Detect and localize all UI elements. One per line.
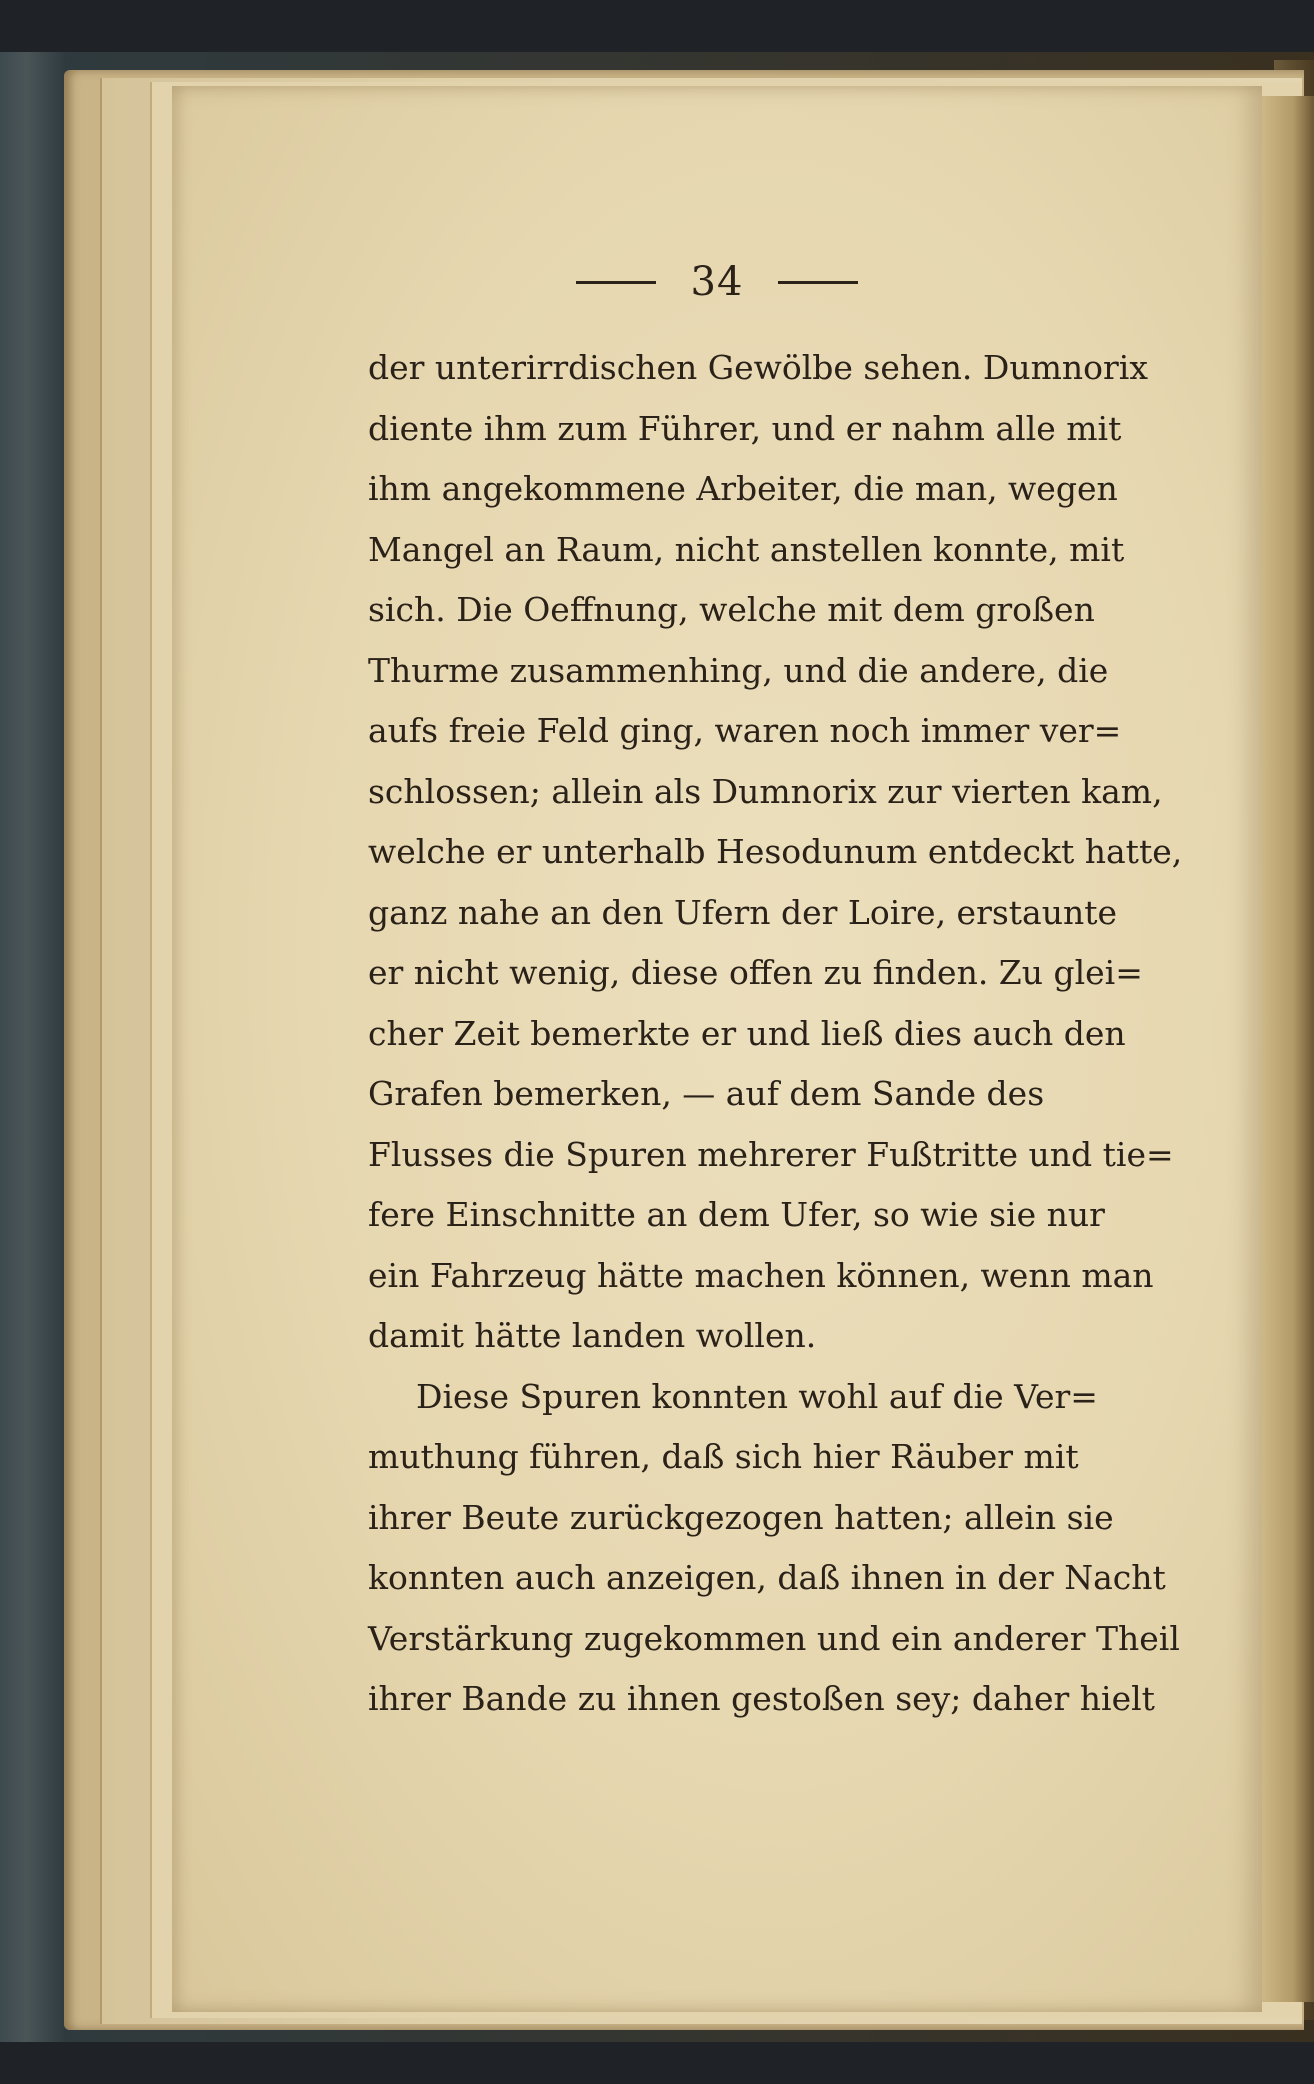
- page-gutter: [1262, 96, 1314, 2002]
- text-line: muthung führen, daß sich hier Räuber mit: [368, 1437, 1079, 1476]
- text-line: schlossen; allein als Dumnorix zur vierten kam,: [368, 771, 1163, 811]
- text-line: Mangel an Raum, nicht anstellen konnte, mit: [368, 529, 1125, 569]
- text-line: aufs freie Feld ging, waren noch immer ver=: [368, 711, 1122, 750]
- text-line: ein Fahrzeug hätte machen können, wenn man: [368, 1255, 1154, 1295]
- text-line: ihrer Beute zurückgezogen hatten; allein sie: [368, 1497, 1114, 1537]
- text-line: ihm angekommene Arbeiter, die man, wegen: [368, 469, 1118, 508]
- text-line: konnten auch anzeigen, daß ihnen in der Nacht: [368, 1558, 1166, 1597]
- header-dash-right: [778, 281, 858, 284]
- text-line: fere Einschnitte an dem Ufer, so wie sie nur: [368, 1195, 1105, 1234]
- text-line: der unterirrdischen Gewölbe sehen. Dumnorix: [368, 348, 1148, 387]
- text-line: welche er unterhalb Hesodunum entdeckt hatte,: [368, 832, 1183, 871]
- text-line: Grafen bemerken, — auf dem Sande des: [368, 1074, 1045, 1113]
- text-line: er nicht wenig, diese offen zu finden. Zu glei=: [368, 953, 1143, 992]
- text-line: Diese Spuren konnten wohl auf die Ver=: [416, 1376, 1098, 1416]
- text-line: ihrer Bande zu ihnen gestoßen sey; daher hielt: [368, 1679, 1155, 1718]
- page-text: [368, 338, 1183, 1730]
- page-number: 34: [690, 259, 744, 305]
- text-line: sich. Die Oeffnung, welche mit dem großen: [368, 590, 1095, 629]
- page-header: [172, 256, 1262, 305]
- text-line: cher Zeit bemerkte er und ließ dies auch den: [368, 1013, 1126, 1053]
- text-line: ganz nahe an den Ufern der Loire, erstaunte: [368, 892, 1118, 932]
- text-line: damit hätte landen wollen.: [368, 1316, 817, 1355]
- text-line: Flusses die Spuren mehrerer Fußtritte und tie=: [368, 1134, 1174, 1174]
- text-line: Thurme zusammenhing, und die andere, die: [368, 650, 1109, 690]
- text-line: diente ihm zum Führer, und er nahm alle mit: [368, 408, 1122, 448]
- text-line: Verstärkung zugekommen und ein anderer Theil: [368, 1618, 1180, 1658]
- header-dash-left: [576, 281, 656, 284]
